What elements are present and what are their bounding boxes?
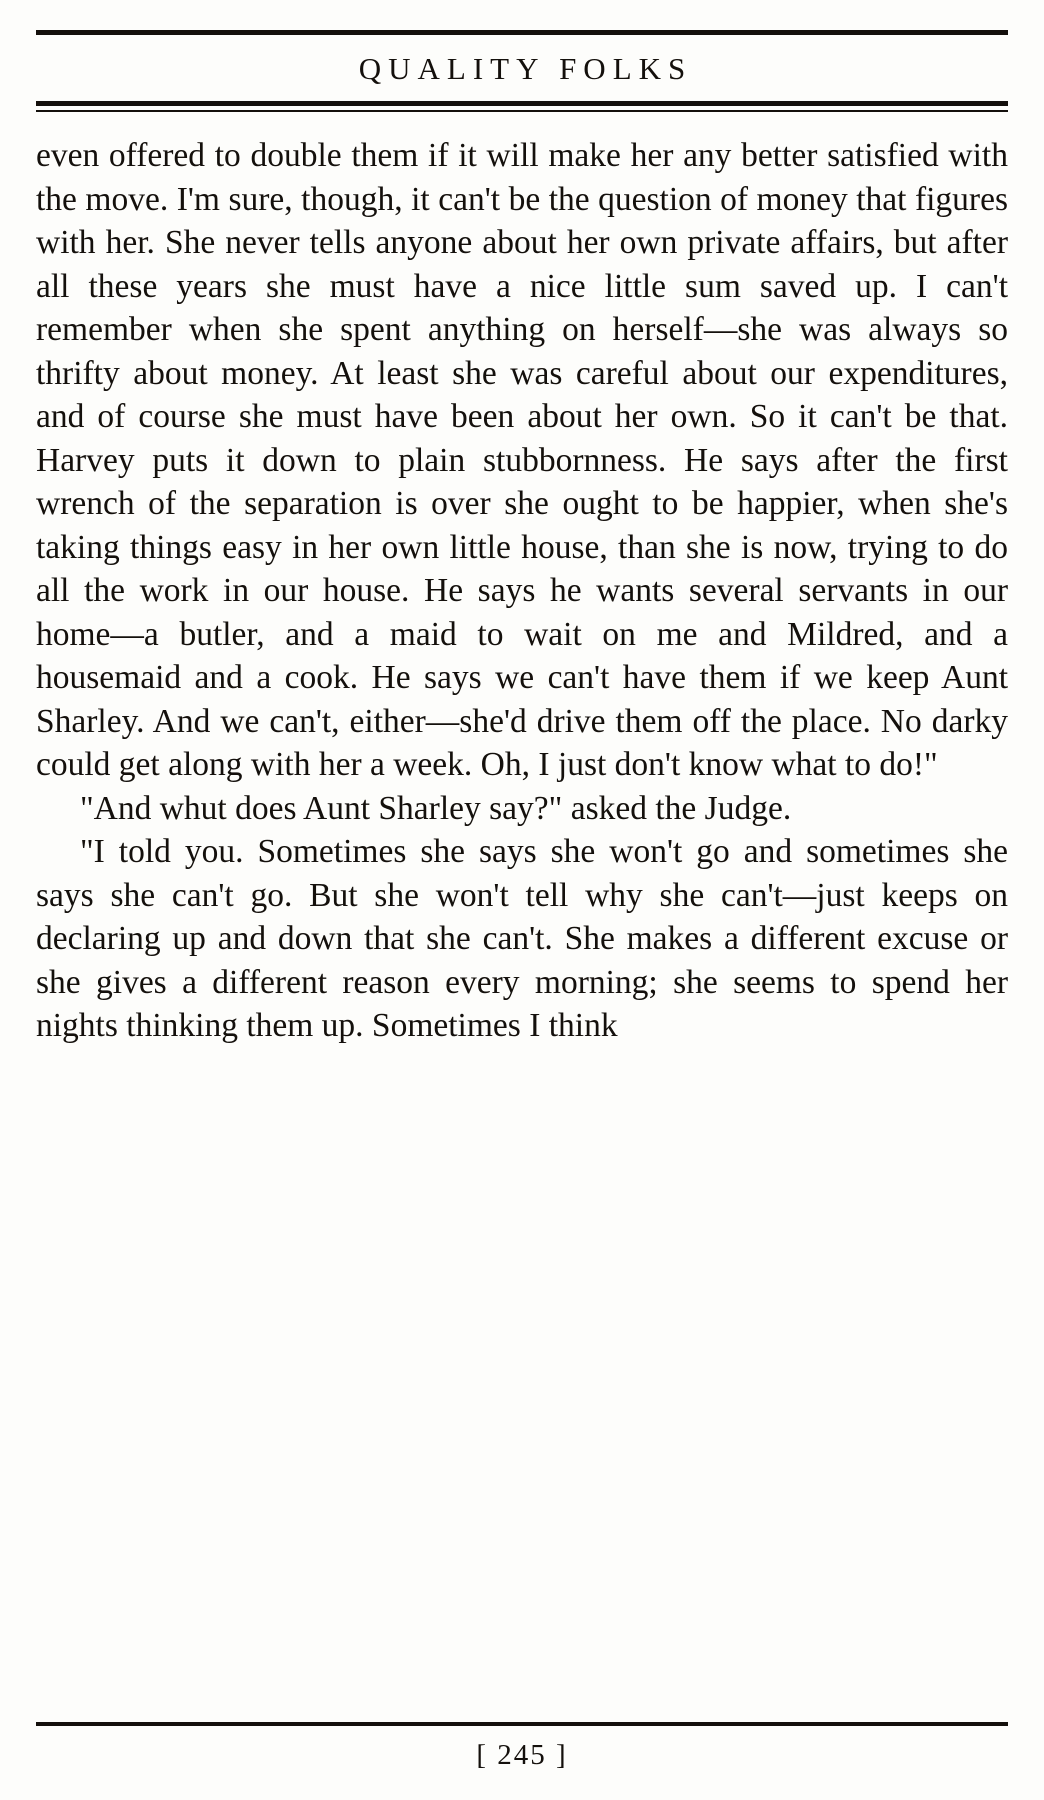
paragraph-2: "And whut does Aunt Sharley say?" asked the Judge. <box>80 789 792 827</box>
header-rule-bottom <box>36 101 1008 106</box>
running-head: QUALITY FOLKS <box>358 51 693 86</box>
header-rule-hairline <box>36 110 1008 112</box>
paragraph-1: even offered to double them if it will make her any better satisfied with the move. I'm sure, though, it can't be the question of money that figures with her. She never tells anyone about her own private affairs, but after all these years she must have a nice little sum saved up. I can't remember when she spent anything on herself—she was always so thrifty about money. At least she was careful about our expenditures, and of course she must have been about her own. So it can't be that. Harvey puts it down to plain stubbornness. He says after the first wrench of the separation is over she ought to be happier, when she's taking things easy in her own little house, than she is now, trying to do all the work in our house. He says he wants several servants in our home—a butler, and a maid to wait on me and Mildred, and a housemaid and a cook. He says we can't have them if we keep Aunt Sharley. And we can't, either—she'd drive them off the place. No darky could get along with her a week. Oh, I just don't know what to do!" <box>36 137 1008 783</box>
page-number: [ 245 ] <box>476 1739 568 1771</box>
page-footer <box>36 1722 1008 1772</box>
body-text <box>36 134 1008 1048</box>
paragraph-3: "I told you. Sometimes she says she won't go and sometimes she says she can't go. But she won't tell why she can't—just keeps on declaring up and down that she can't. She makes a different excuse or she gives a different reason every morning; she seems to spend her nights thinking them up. Sometimes I think <box>36 833 1008 1044</box>
page-content-area <box>36 30 1008 1772</box>
